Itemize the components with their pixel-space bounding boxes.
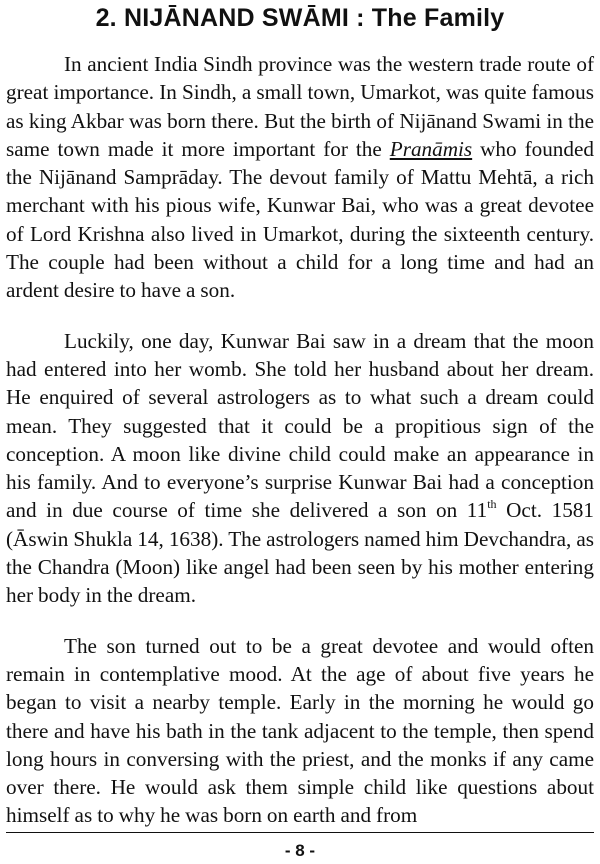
paragraph-1	[6, 50, 594, 305]
paragraph-2-text-a: Luckily, one day, Kunwar Bai saw in a dream that the moon had entered into her womb. She told her husband about her dream. He enquired of several astrologers as to what such a dream could mean. They suggested that it could be a propitious sign of the conception. A moon like divine child could make an appearance in his family. And to everyone’s surprise Kunwar Bai had a conception and in due course of time she delivered a son on 11	[6, 328, 594, 523]
page-body	[6, 50, 594, 852]
paragraph-2-text-b: Oct. 1581 (Āswin Shukla 14, 1638). The astrologers named him Devchandra, as the Chandra (Moon) like angel had been seen by his mother entering her body in the dream.	[6, 498, 594, 608]
paragraph-3-text: The son turned out to be a great devotee and would often remain in contemplative mood. At the age of about five years he began to visit a nearby temple. Early in the morning he would go there and have his bath in the tank adjacent to the temple, then spend long hours in conversing with the priest, and the monks if any came over there. He would ask them simple child like questions about himself as to why he was born on earth and from	[6, 633, 594, 828]
paragraph-3	[6, 632, 594, 830]
page-number: - 8 -	[284, 841, 316, 860]
paragraph-1-text-b: who founded the Nijānand Samprāday. The devout family of Mattu Mehtā, a rich merchant with his pious wife, Kunwar Bai, who was a great devotee of Lord Krishna also lived in Umarkot, during the sixteenth century. The couple had been without a child for a long time and had an ardent desire to have a son.	[6, 136, 594, 303]
paragraph-1-text-a: In ancient India Sindh province was the western trade route of great importance. In Sindh, a small town, Umarkot, was quite famous as king Akbar was born there. But the birth of Nijānand Swami in the same town made it more important for the	[6, 52, 594, 161]
chapter-title: 2. NIJĀNAND SWĀMI : The Family	[95, 4, 505, 32]
footer-rule	[6, 832, 594, 833]
ordinal-suffix: th	[487, 497, 497, 512]
paragraph-2	[6, 327, 594, 610]
pranamis-emphasis: Pranāmis	[389, 136, 473, 161]
